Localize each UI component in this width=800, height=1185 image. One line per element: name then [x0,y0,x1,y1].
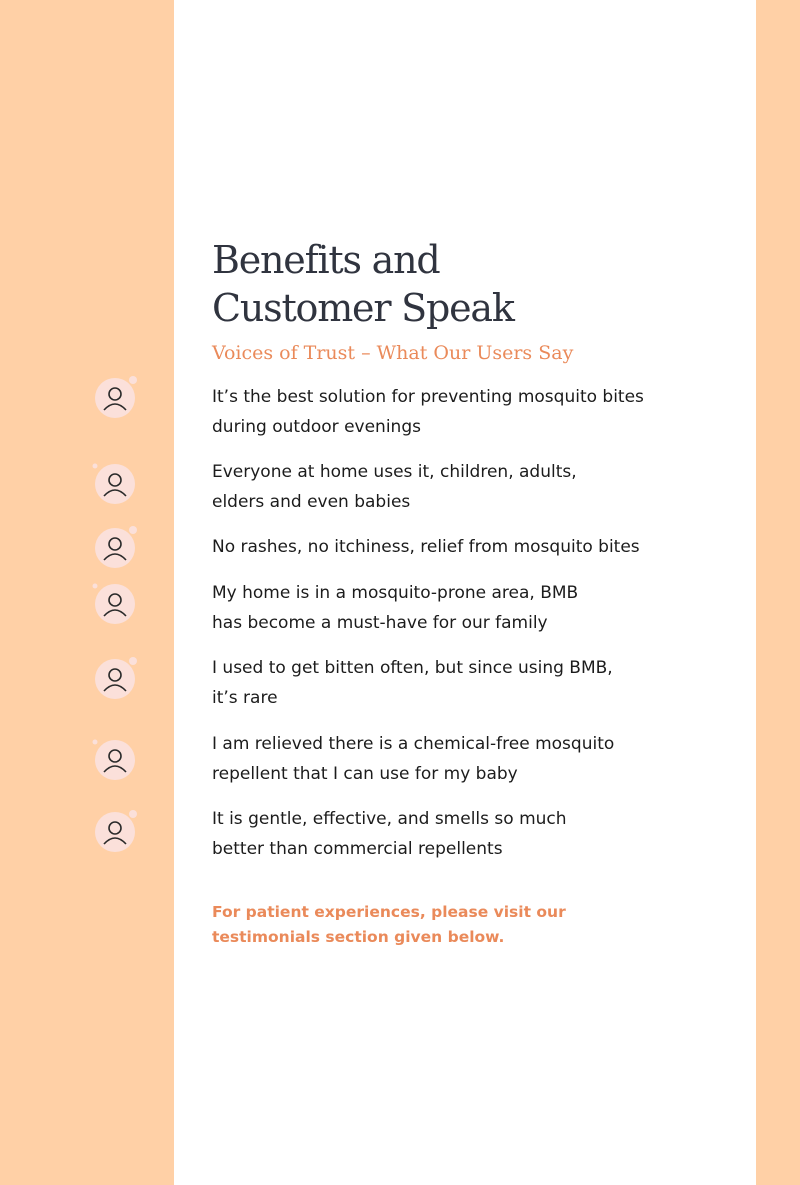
testimonial-line: It’s the best solution for preventing mosquito bites [212,387,644,407]
testimonial-line: it’s rare [212,688,278,708]
testimonial-line: I am relieved there is a chemical-free mosquito [212,734,615,754]
page-title-line: Customer Speak [212,286,514,330]
testimonial-line: elders and even babies [212,492,411,512]
user-avatar-icon [92,808,138,854]
user-avatar-icon [92,524,138,570]
testimonials-note [212,900,612,950]
page-title [212,236,692,332]
testimonial-line: No rashes, no itchiness, relief from mosquito bites [212,537,640,557]
page-title-line: Benefits and [212,238,440,282]
testimonial-quote [212,729,742,789]
testimonial-line: has become a must-have for our family [212,613,548,633]
testimonial-line: Everyone at home uses it, children, adults, [212,462,577,482]
testimonial-quote [212,804,742,864]
user-avatar-icon [92,460,138,506]
testimonial-line: My home is in a mosquito-prone area, BMB [212,583,579,603]
testimonial-quote [212,653,742,713]
testimonial-line: repellent that I can use for my baby [212,764,518,784]
page-subtitle: Voices of Trust – What Our Users Say [212,342,574,364]
testimonials-note-line: For patient experiences, please visit our [212,903,566,921]
testimonial-quote [212,457,742,517]
testimonial-line: better than commercial repellents [212,839,503,859]
user-avatar-icon [92,736,138,782]
testimonial-line: I used to get bitten often, but since using BMB, [212,658,613,678]
user-avatar-icon [92,374,138,420]
user-avatar-icon [92,580,138,626]
testimonial-line: during outdoor evenings [212,417,421,437]
user-avatar-icon [92,655,138,701]
testimonials-note-line: testimonials section given below. [212,928,505,946]
testimonial-quote [212,532,742,562]
testimonial-quote [212,382,742,442]
testimonial-line: It is gentle, effective, and smells so much [212,809,567,829]
testimonial-quote [212,578,742,638]
